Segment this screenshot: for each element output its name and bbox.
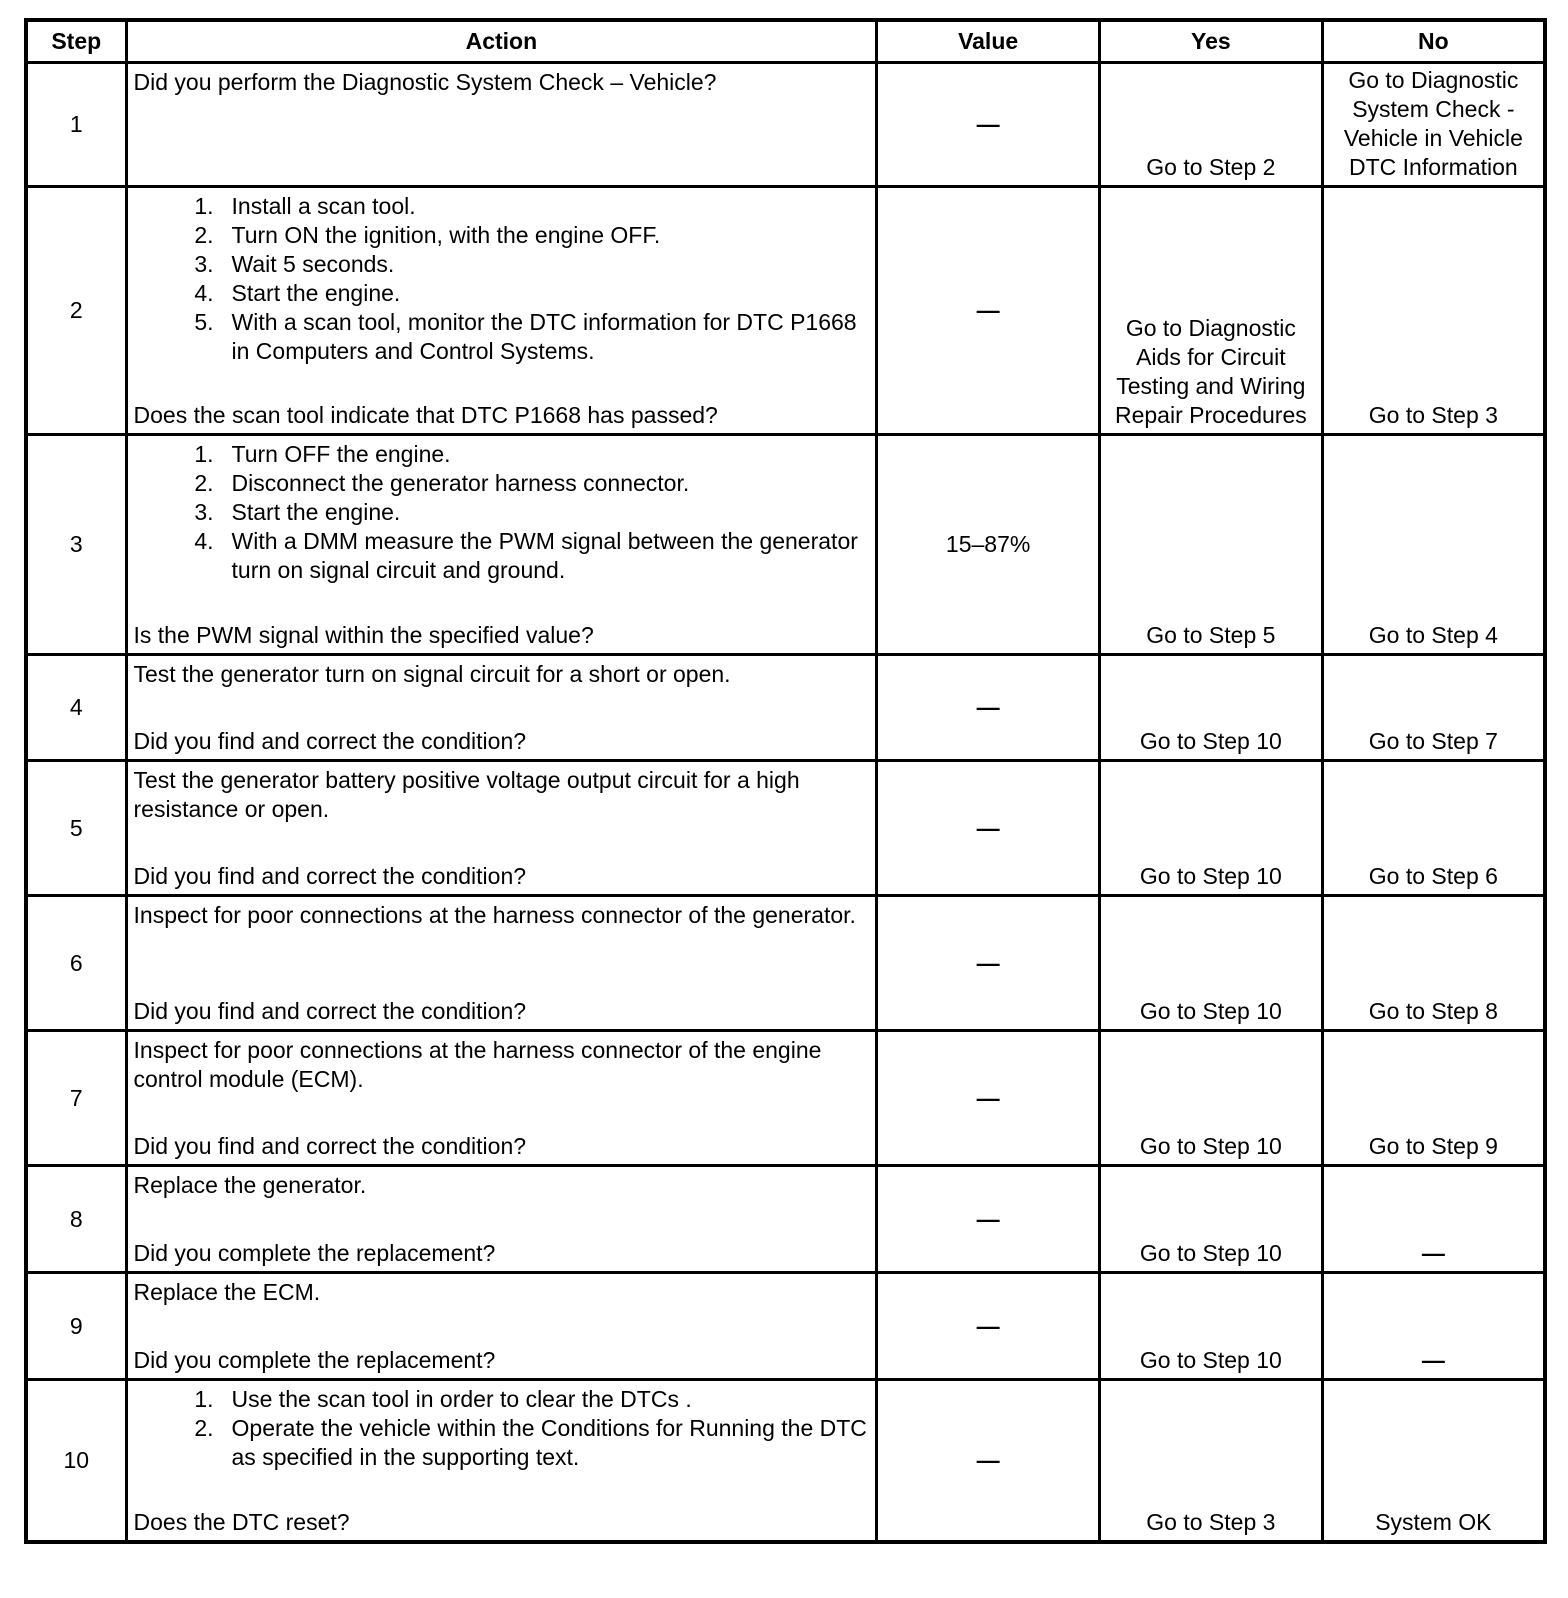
no-outcome: System OK [1322,1380,1545,1543]
header-value: Value [877,20,1100,63]
action-content [134,660,870,756]
yes-outcome: Go to Step 10 [1099,761,1322,896]
table-row [26,1273,1545,1380]
no-outcome: — [1322,1273,1545,1380]
list-item [134,279,870,308]
action-body [134,192,870,366]
list-item-text: Use the scan tool in order to clear the DTCs . [231,1386,692,1412]
list-item [134,192,870,221]
action-text: Replace the generator. [133,1172,367,1198]
yes-outcome: Go to Step 10 [1099,1273,1322,1380]
header-action: Action [126,20,877,63]
action-question: Did you find and correct the condition? [133,998,527,1024]
no-outcome: Go to Step 4 [1322,435,1545,655]
action-body [134,901,870,930]
step-number: 9 [26,1273,126,1380]
step-number: 3 [26,435,126,655]
action-question: Did you find and correct the condition? [133,728,527,754]
step-number: 1 [26,63,126,187]
action-question: Did you find and correct the condition? [133,1133,527,1159]
step-number: 6 [26,896,126,1031]
action-text: Replace the ECM. [133,1279,321,1305]
table-row [26,187,1545,435]
list-item [134,250,870,279]
action-cell [126,1380,877,1543]
action-content [134,1036,870,1161]
procedure-list [134,440,870,585]
action-body [134,660,870,689]
list-item-number: 3. [194,251,214,277]
action-body [134,1036,870,1094]
action-content [134,192,870,430]
list-item [134,1385,870,1414]
action-question: Does the DTC reset? [133,1509,350,1535]
yes-outcome: Go to Step 10 [1099,1031,1322,1166]
value-cell: — [877,1380,1100,1543]
list-item-text: Turn ON the ignition, with the engine OFF. [231,222,661,248]
diagnostic-table [24,18,1547,1544]
action-cell [126,896,877,1031]
no-outcome: Go to Step 9 [1322,1031,1545,1166]
action-cell [126,435,877,655]
action-body [134,766,870,824]
no-outcome: Go to Step 8 [1322,896,1545,1031]
yes-outcome: Go to Step 10 [1099,1166,1322,1273]
action-cell [126,187,877,435]
list-item-number: 1. [194,441,214,467]
action-content [134,1171,870,1268]
list-item-number: 1. [194,193,214,219]
action-question: Did you complete the replacement? [133,1240,496,1266]
list-item [134,308,870,366]
action-body [134,68,870,97]
list-item-text: Install a scan tool. [231,193,416,219]
action-body [134,1385,870,1472]
action-content [134,1278,870,1375]
action-question: Is the PWM signal within the specified value? [133,622,594,648]
yes-outcome: Go to Step 2 [1099,63,1322,187]
header-yes: Yes [1099,20,1322,63]
list-item [134,221,870,250]
list-item-text: Turn OFF the engine. [231,441,451,467]
table-row [26,1380,1545,1543]
table-header [26,20,1545,63]
step-number: 10 [26,1380,126,1543]
step-number: 2 [26,187,126,435]
action-text: Inspect for poor connections at the harness connector of the generator. [133,902,856,928]
action-cell [126,1031,877,1166]
list-item-text: Start the engine. [231,280,401,306]
action-question: Does the scan tool indicate that DTC P1668 has passed? [133,402,718,428]
yes-outcome: Go to Step 10 [1099,655,1322,761]
action-cell [126,761,877,896]
action-cell [126,655,877,761]
action-text: Test the generator turn on signal circuit for a short or open. [133,661,731,687]
list-item-number: 5. [194,309,214,335]
list-item-text: Start the engine. [231,499,401,525]
list-item-number: 1. [194,1386,214,1412]
value-cell: — [877,1031,1100,1166]
list-item-number: 2. [194,1415,214,1441]
list-item-number: 4. [194,280,214,306]
list-item [134,440,870,469]
no-outcome: — [1322,1166,1545,1273]
table-row [26,761,1545,896]
action-body [134,1171,870,1200]
no-outcome: Go to Step 6 [1322,761,1545,896]
action-text: Did you perform the Diagnostic System Check – Vehicle? [133,69,717,95]
action-cell [126,1166,877,1273]
action-text: Inspect for poor connections at the harness connector of the engine control module (ECM). [133,1037,822,1092]
table-row [26,1031,1545,1166]
list-item-text: Wait 5 seconds. [231,251,395,277]
value-cell: — [877,1273,1100,1380]
action-text: Test the generator battery positive voltage output circuit for a high resistance or open. [133,767,800,822]
action-content [134,440,870,650]
list-item-text: With a DMM measure the PWM signal between the generator turn on signal circuit and ground. [231,528,858,583]
list-item-number: 2. [194,470,214,496]
yes-outcome: Go to Step 5 [1099,435,1322,655]
action-question: Did you find and correct the condition? [133,863,527,889]
list-item [134,527,870,585]
action-body [134,1278,870,1307]
list-item [134,498,870,527]
list-item-text: Operate the vehicle within the Conditions for Running the DTC as specified in the supporting text. [231,1415,867,1470]
action-content [134,901,870,1026]
list-item-number: 4. [194,528,214,554]
procedure-list [134,1385,870,1472]
list-item-number: 3. [194,499,214,525]
action-content [134,68,870,182]
list-item [134,469,870,498]
table-row [26,435,1545,655]
table-row [26,655,1545,761]
table-row [26,896,1545,1031]
value-cell: — [877,655,1100,761]
procedure-list [134,192,870,366]
no-outcome: Go to Step 7 [1322,655,1545,761]
list-item [134,1414,870,1472]
action-content [134,766,870,891]
action-content [134,1385,870,1537]
table-row [26,1166,1545,1273]
no-outcome: Go to Diagnostic System Check - Vehicle in Vehicle DTC Information [1322,63,1545,187]
yes-outcome: Go to Step 10 [1099,896,1322,1031]
yes-outcome: Go to Diagnostic Aids for Circuit Testing and Wiring Repair Procedures [1099,187,1322,435]
yes-outcome: Go to Step 3 [1099,1380,1322,1543]
value-cell: 15–87% [877,435,1100,655]
list-item-text: Disconnect the generator harness connector. [231,470,690,496]
step-number: 5 [26,761,126,896]
table-row [26,63,1545,187]
header-row [26,20,1545,63]
step-number: 4 [26,655,126,761]
list-item-text: With a scan tool, monitor the DTC information for DTC P1668 in Computers and Control Systems. [231,309,857,364]
no-outcome: Go to Step 3 [1322,187,1545,435]
table-body [26,63,1545,1543]
action-question: Did you complete the replacement? [133,1347,496,1373]
list-item-number: 2. [194,222,214,248]
value-cell: — [877,63,1100,187]
action-cell [126,63,877,187]
header-no: No [1322,20,1545,63]
value-cell: — [877,896,1100,1031]
value-cell: — [877,1166,1100,1273]
step-number: 7 [26,1031,126,1166]
action-cell [126,1273,877,1380]
header-step: Step [26,20,126,63]
value-cell: — [877,187,1100,435]
action-body [134,440,870,585]
value-cell: — [877,761,1100,896]
step-number: 8 [26,1166,126,1273]
